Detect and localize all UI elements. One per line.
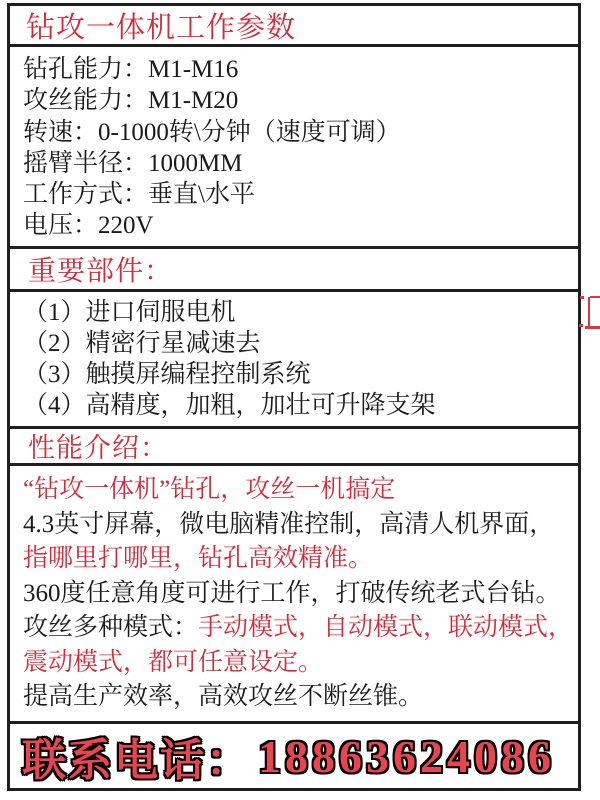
tap-modes-label: 攻丝多种模式：	[23, 614, 199, 642]
desc-line-vibration-mode: 震动模式，都可任意设定。	[23, 648, 324, 676]
tap-modes-list: 手动模式，自动模式，联动模式，	[198, 614, 574, 642]
spec-line-drill-capacity: 钻孔能力：M1-M16	[23, 56, 239, 84]
spec-line-work-mode: 工作方式：垂直\水平	[23, 180, 255, 208]
red-dot-artifact	[580, 296, 584, 299]
desc-line-slogan: “钻攻一体机”钻孔，攻丝一机搞定	[23, 476, 396, 504]
red-bracket-artifact	[588, 297, 590, 328]
parts-section-header	[10, 249, 578, 292]
content-frame	[7, 3, 581, 791]
part-item-planetary-reducer: （2）精密行星减速去	[23, 330, 261, 358]
desc-line-screen: 4.3英寸屏幕，微电脑精准控制，高清人机界面，	[23, 510, 555, 538]
spec-line-speed: 转速：0-1000转\分钟（速度可调）	[23, 118, 401, 146]
red-bracket-artifact	[585, 326, 600, 329]
part-item-servo-motor: （1）进口伺服电机	[23, 299, 236, 327]
performance-section-header	[10, 429, 578, 466]
spec-line-tap-capacity: 攻丝能力：M1-M20	[23, 87, 239, 115]
desc-line-360-degree: 360度任意角度可进行工作，打破传统老式台钻。	[23, 579, 561, 607]
desc-line-tap-modes	[23, 615, 578, 640]
spec-line-voltage: 电压：220V	[23, 212, 154, 240]
title-bar	[10, 6, 578, 47]
parts-header-label: 重要部件：	[28, 256, 174, 288]
spec-line-arm-radius: 摇臂半径：1000MM	[23, 149, 243, 177]
parts-list	[10, 292, 578, 428]
performance-section	[10, 466, 578, 724]
specs-section	[10, 47, 578, 249]
desc-line-efficiency: 提高生产效率，高效攻丝不断丝锥。	[23, 683, 424, 711]
performance-header-label: 性能介绍：	[28, 433, 168, 464]
contact-bar	[10, 724, 578, 788]
phone-number: 18863624086	[258, 730, 555, 782]
page-title: 钻攻一体机工作参数	[26, 11, 297, 44]
desc-line-precision: 指哪里打哪里，钻孔高效精准。	[23, 545, 374, 573]
contact-label: 联系电话：	[22, 736, 252, 785]
red-bracket-artifact	[590, 296, 600, 298]
part-item-touchscreen-control: （3）触摸屏编程控制系统	[23, 361, 311, 389]
part-item-liftable-stand: （4）高精度，加粗，加壮可升降支架	[23, 392, 436, 419]
red-dot-artifact	[579, 324, 583, 327]
